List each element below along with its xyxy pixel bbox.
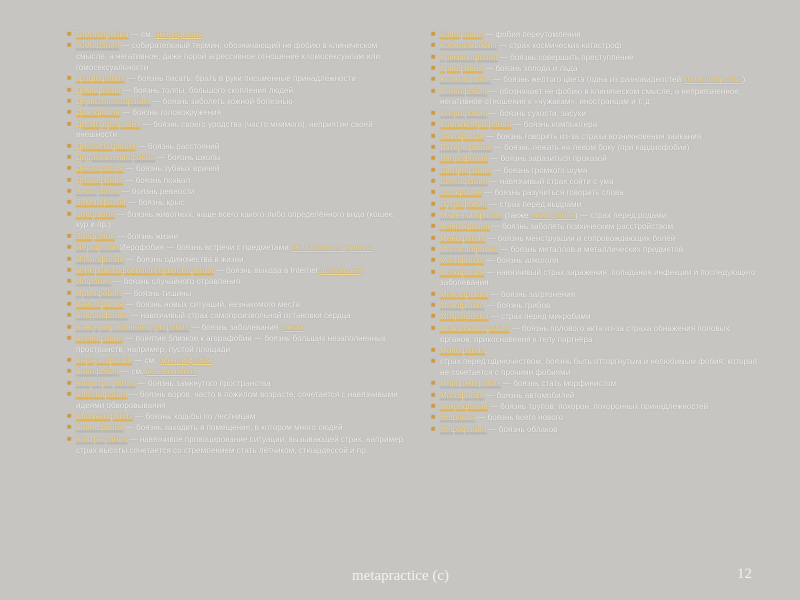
term-definition: — боязнь выхода в Internet [213,265,318,275]
term-definition: — боязнь заболеть кожной болезнью [150,96,293,106]
glossary-entry [66,142,406,153]
bullet-icon: ■ [431,76,436,84]
term-link[interactable]: КанцерофобияКанцерофобия [76,322,189,332]
term-link[interactable]: Дентофобия [76,164,124,174]
term-link[interactable]: Некрофобия [440,401,488,411]
glossary-entry [66,41,406,73]
bullet-icon: ■ [431,65,436,73]
term-link[interactable]: Криофобия [440,64,483,74]
glossary-entry [66,97,406,108]
glossary-entry [66,30,406,41]
term-definition: — боязнь автомобилей [483,390,575,400]
term-definition: — см. [131,356,159,365]
term-definition: — боязнь желтого цвета (одна из разновидностей [490,75,684,85]
term-definition: — боязнь менструации и сопровождающих болей [485,233,676,243]
cross-reference-link[interactable]: раком [280,322,304,332]
bullet-icon: ■ [431,53,436,61]
glossary-entry [66,289,406,300]
bullet-icon: ■ [431,313,436,321]
term-definition-tail: ) [742,75,746,85]
term-definition: — боязнь зубных врачей [123,164,220,174]
term-definition: — боязнь замкнутого пространства [135,378,271,388]
term-link[interactable]: Зелофобия [76,187,120,197]
glossary-entry [430,312,760,323]
bullet-icon: ■ [431,324,436,332]
bullet-icon: ■ [431,109,436,117]
cross-reference-link[interactable]: религиозного культа [290,243,373,253]
term-definition: — боязнь воров, часто в пожилом возрасте, сочетается с навязчивыми идеями обворовывания [76,390,398,410]
term-link[interactable]: Иерофобия [76,243,121,253]
cross-reference-link[interactable]: [источник?] [317,265,364,275]
glossary-entry [430,290,760,301]
term-definition: — боязнь алкоголя [484,256,559,266]
term-link[interactable]: Метифобия [440,256,484,266]
glossary-entry [66,86,406,97]
glossary-entry [430,30,760,41]
glossary-entry [66,334,406,356]
term-link[interactable]: Маниофобия [440,222,490,232]
glossary-entry [430,109,760,120]
term-link[interactable]: Дидаскалеинофобия [76,153,155,162]
term-definition: — боязнь разучиться говорить слова [481,188,624,198]
glossary-entry [430,245,760,256]
term-link[interactable]: Космософобия [440,41,497,51]
term-definition: — боязнь говорить из-за страха возникновения заикания [483,131,702,141]
term-link[interactable]: Миксофобия [440,289,489,299]
glossary-entry [430,200,760,211]
term-link[interactable]: Морфинофобия [440,379,501,389]
term-link[interactable]: Маиевзиофобия [440,210,502,220]
bullet-icon: ■ [67,165,72,173]
glossary-entry [430,379,760,390]
term-definition: — фобия переутомления [482,30,581,39]
bullet-icon: ■ [67,31,72,38]
glossary-entry [430,120,760,131]
bullet-icon: ■ [67,120,72,128]
bullet-icon: ■ [67,266,72,274]
term-definition: — боязнь трупов, похорон, похоронных принадлежностей [487,401,709,411]
term-definition: Иерофобия — боязнь встречи с предметами [120,243,291,253]
bullet-icon: ■ [67,379,72,387]
term-definition: (также [502,210,531,220]
term-link[interactable]: Металлофобия [440,244,498,254]
glossary-entry [66,379,406,390]
glossary-entry [66,232,406,243]
term-definition: — боязнь громкого шума [491,165,588,175]
term-definition: — навязчивый страх сойти с ума [487,176,614,186]
glossary-entry [430,391,760,402]
glossary-entry [66,198,406,209]
glossary-entry [66,300,406,311]
term-link[interactable]: Динофобия [76,108,120,118]
term-link[interactable]: Зоофобия [76,209,115,219]
glossary-entry [66,108,406,119]
glossary-entry [66,367,406,378]
bullet-icon: ■ [67,289,72,297]
term-definition: — боязнь грибов [484,301,551,311]
glossary-entry [66,153,406,164]
bullet-icon: ■ [67,357,72,364]
bullet-icon: ■ [431,42,436,50]
bullet-icon: ■ [431,346,436,354]
term-definition: — навязчивый страх заражения, попадания инфекции и последующего заболевания [440,267,756,288]
term-link[interactable]: Лепрофобия [440,154,488,164]
glossary-entry [66,74,406,85]
bullet-icon: ■ [67,413,72,421]
glossary-entry [66,210,406,232]
bullet-icon: ■ [67,255,72,263]
right-column [430,30,760,436]
glossary-entry [66,120,406,142]
glossary-entry [430,301,760,312]
term-definition: — см. [128,30,156,39]
term-definition: — боязнь школы [154,153,221,162]
term-link[interactable]: Копофобия [440,30,483,39]
glossary-entry [66,435,406,457]
glossary-entry [430,256,760,267]
bullet-icon: ■ [67,97,72,105]
bullet-icon: ■ [431,189,436,197]
bullet-icon: ■ [431,402,436,410]
bullet-icon: ■ [67,232,72,240]
bullet-icon: ■ [67,334,72,342]
glossary-entry [66,187,406,198]
bullet-icon: ■ [67,86,72,94]
term-link[interactable]: Контрафобия [76,434,128,444]
term-definition: — боязнь всего нового [475,413,564,423]
glossary-entry [66,277,406,288]
term-link[interactable]: Изолофобия [76,254,124,264]
bullet-icon: ■ [431,87,436,95]
glossary-entry [66,423,406,434]
term-definition: — боязнь компьютера [511,120,598,130]
term-link[interactable]: Нефобия [440,413,476,423]
term-definition: — боязнь полового акта из-за страха обнажения половых органов, прикосновения к телу партнёра [440,323,730,344]
glossary-entry [430,268,760,290]
term-link[interactable]: Лутрафобия [440,199,487,209]
glossary-entry [430,346,760,357]
term-definition: — боязнь головокружения [119,108,221,118]
bullet-icon: ■ [431,391,436,399]
glossary-entry [430,402,760,413]
term-link[interactable]: Дисморфофобия [76,119,141,129]
term-definition: — боязнь крыс [125,198,185,208]
bullet-icon: ■ [67,312,72,320]
bullet-icon: ■ [431,143,436,151]
term-link[interactable]: Доксофобия [76,175,124,185]
term-link[interactable]: Компьютерофобия [440,120,512,130]
term-link[interactable]: Микрофобия [440,312,489,322]
glossary-entry [430,357,760,379]
bullet-icon: ■ [67,244,72,252]
bullet-icon: ■ [67,323,72,331]
bullet-icon: ■ [67,176,72,184]
bullet-icon: ■ [67,300,72,308]
term-definition: — боязнь заболеть психическим расстройством [489,222,674,232]
bullet-icon: ■ [431,155,436,163]
term-link[interactable]: Лигирофобия [440,165,492,175]
cross-reference-link[interactable]: токофобия [530,210,575,220]
glossary-entry [66,390,406,412]
bullet-icon: ■ [67,142,72,150]
glossary-entry [66,164,406,175]
footer-text: metapractice (c) [352,568,450,584]
term-definition: — боязнь стать морфинистом [500,379,617,389]
cross-reference-link[interactable]: андрофобия [155,30,203,39]
term-link[interactable]: Графофобия [76,74,125,84]
glossary-entry [430,177,760,188]
bullet-icon: ■ [431,268,436,276]
glossary-entry [430,154,760,165]
term-link[interactable]: Ирмофобия [76,288,122,298]
page-number: 12 [737,566,752,582]
term-link[interactable]: Дерматопатофобия [76,96,151,106]
term-link[interactable]: Зоофобия [76,231,115,241]
bullet-icon: ■ [67,42,72,50]
bullet-icon: ■ [67,109,72,117]
bullet-icon: ■ [67,210,72,218]
term-link[interactable]: Гомофобия [76,41,120,51]
term-definition: — понятие близкое к агорафобии — боязнь больших незаполненных пространств, например, пустой площади [76,333,386,354]
term-definition: — боязнь новых ситуаций, незнакомого места [123,299,300,309]
term-definition: — страх перед микробами [488,312,591,322]
glossary-entry [430,64,760,75]
term-link[interactable]: Миксоскопофобия [440,323,510,333]
glossary-entry [430,211,760,222]
glossary-entry [430,413,760,424]
term-link[interactable]: Кардиофобия [76,311,128,321]
cross-reference-link[interactable]: бронтофобия [158,356,213,365]
glossary-entry [430,75,760,86]
term-link[interactable]: Гомилофобия [76,30,129,39]
term-link[interactable]: Мизофобия [440,267,485,277]
term-definition: — боязнь холода и льда [482,64,578,74]
glossary-entry [430,143,760,154]
term-link[interactable]: Кайнофобия [76,299,124,309]
term-definition: — см. [118,367,146,377]
bullet-icon: ■ [431,121,436,129]
term-link[interactable]: Менофобия [440,233,486,243]
glossary-entry [66,356,406,367]
term-definition: — навязчивый страх самопроизвольной остановки сердца [127,311,351,321]
term-definition: — боязнь загрязнения [488,289,576,299]
term-definition: — боязнь ревности [119,187,195,197]
term-definition: — боязнь своего уродства (часто мнимого), неприятие своей внешности [76,119,373,140]
bullet-icon: ■ [431,132,436,140]
term-link[interactable]: Клаустрофобия [76,378,136,388]
term-definition: — боязнь расстояний [135,141,220,151]
term-definition: : [485,345,488,355]
glossary-entry [430,53,760,64]
term-definition: — боязнь металлов и металлических предметов [497,244,684,254]
bullet-icon: ■ [67,154,72,161]
term-link[interactable]: Нефофобия [440,424,487,434]
term-definition: страх перед одиночеством, боязнь быть отторгнутым и нелюбимым фобия, которая не сочетается с прочими фобиями [440,357,757,377]
term-link[interactable]: Климакофобия [76,412,133,422]
term-link[interactable]: Дистантофобия [76,141,136,151]
bullet-icon: ■ [67,199,72,207]
bullet-icon: ■ [67,75,72,83]
term-definition: — боязнь облаков [486,424,558,434]
glossary-entry [66,311,406,322]
term-definition: — навязчивое провоцирование ситуации, вызывающей страх, например страх высоты сочетается со стремлением стать лётчиком, стюардессой и пр. [76,434,404,455]
term-definition: — боязнь заходить в помещение, в котором много людей [123,423,343,433]
term-link[interactable]: Ксенофобия [440,86,487,96]
bullet-icon: ■ [431,234,436,242]
bullet-icon: ■ [431,358,436,366]
term-definition: — боязнь жизни [114,231,178,241]
term-link[interactable]: Коинофобия [76,423,124,433]
glossary-entry [66,412,406,423]
bullet-icon: ■ [431,425,436,433]
glossary-entry [430,166,760,177]
term-link[interactable]: Ксенофобия [76,333,123,343]
glossary-entry [430,41,760,52]
term-definition: — страх перед выдрами [486,199,582,209]
term-link[interactable]: Кераунофобия [76,356,132,365]
bullet-icon: ■ [431,177,436,185]
bullet-icon: ■ [431,223,436,231]
glossary-entry [430,87,760,109]
term-definition: — собирательный термин, обозначающий не фобию в клиническом смысле, а негативное, даже порой агрессивное отношение к гомосексуалам или гомосексуальности [76,41,381,72]
term-link[interactable]: Криминофобия [440,52,498,62]
bullet-icon: ■ [67,278,72,286]
term-link[interactable]: Лалофобия [440,131,484,141]
term-link[interactable]: ИнтерпистофобияИнтерпистофобия [76,265,214,275]
bullet-icon: ■ [67,424,72,432]
glossary-entry [66,176,406,187]
term-definition: — боязнь сухости, засухи [486,108,586,118]
term-definition: — боязнь совершить преступление [497,52,634,62]
bullet-icon: ■ [431,290,436,298]
term-definition: — боязнь лежать на левом боку (при кардиофобии) [491,142,690,152]
term-link[interactable]: Монофобия [440,345,486,355]
bullet-icon: ■ [67,188,72,196]
bullet-icon: ■ [431,414,436,422]
term-definition: — боязнь тишины [121,288,192,298]
glossary-entry [430,188,760,199]
term-link[interactable]: Кинофобия [76,367,119,377]
bullet-icon: ■ [431,166,436,174]
bullet-icon: ■ [67,435,72,443]
bullet-icon: ■ [431,200,436,208]
term-definition: — боязнь писать, брать в руки письменные принадлежности [124,74,356,84]
bullet-icon: ■ [67,368,72,376]
term-definition-tail: ) — страх перед родами [575,210,667,220]
cross-reference-link[interactable]: венерофобия [145,367,197,377]
term-link[interactable]: Иофобия [76,277,112,287]
term-link[interactable]: Клептофобия [76,390,128,400]
term-definition: — боязнь случайного отравления [111,277,241,287]
left-column [66,30,406,457]
term-definition: — боязнь заразиться проказой [487,154,607,164]
term-definition: — боязнь похвал [123,175,191,185]
term-definition: — страх космических катастроф [496,41,622,51]
term-definition: — боязнь одиночества в жизни [123,254,244,264]
bullet-icon: ■ [431,211,436,219]
term-link[interactable]: Земмифобия [76,198,126,208]
bullet-icon: ■ [431,302,436,310]
glossary-entry [430,425,760,436]
term-link[interactable]: Ксантофобия [440,75,491,85]
bullet-icon: ■ [431,31,436,38]
bullet-icon: ■ [431,380,436,388]
bullet-icon: ■ [431,257,436,265]
bullet-icon: ■ [431,245,436,253]
glossary-entry [66,266,406,277]
term-definition: — боязнь ходьбы по лестницам [132,412,256,422]
term-link[interactable]: Ксерофобия [440,108,487,118]
term-definition: — обозначает не фобию в клиническом смысле, а неприязненное, негативное отношение к «чужакам», иностранцам и т. д. [440,86,742,107]
glossary-entry [430,132,760,143]
term-definition: — боязнь животных, чаще всего какого-либо определённого вида (кошек, кур и пр.) [76,209,395,230]
glossary-entry [66,323,406,334]
term-definition: — боязнь заболевания [188,322,281,332]
term-definition: — боязнь толпы, большого скопления людей [120,85,294,95]
glossary-entry [430,222,760,233]
glossary-entry [430,234,760,245]
bullet-icon: ■ [67,391,72,399]
term-link[interactable]: Латерофобия [440,142,492,152]
glossary-entry [66,255,406,266]
term-link[interactable]: Мотофобия [440,390,484,400]
term-link[interactable]: Логофобия [440,188,482,198]
term-link[interactable]: Микофобия [440,301,485,311]
term-link[interactable]: Лиссофобия [440,176,488,186]
term-link[interactable]: Демофобия [76,85,121,95]
glossary-entry [66,243,406,254]
glossary-entry [430,324,760,346]
cross-reference-link[interactable]: хроматофобии [683,75,743,85]
